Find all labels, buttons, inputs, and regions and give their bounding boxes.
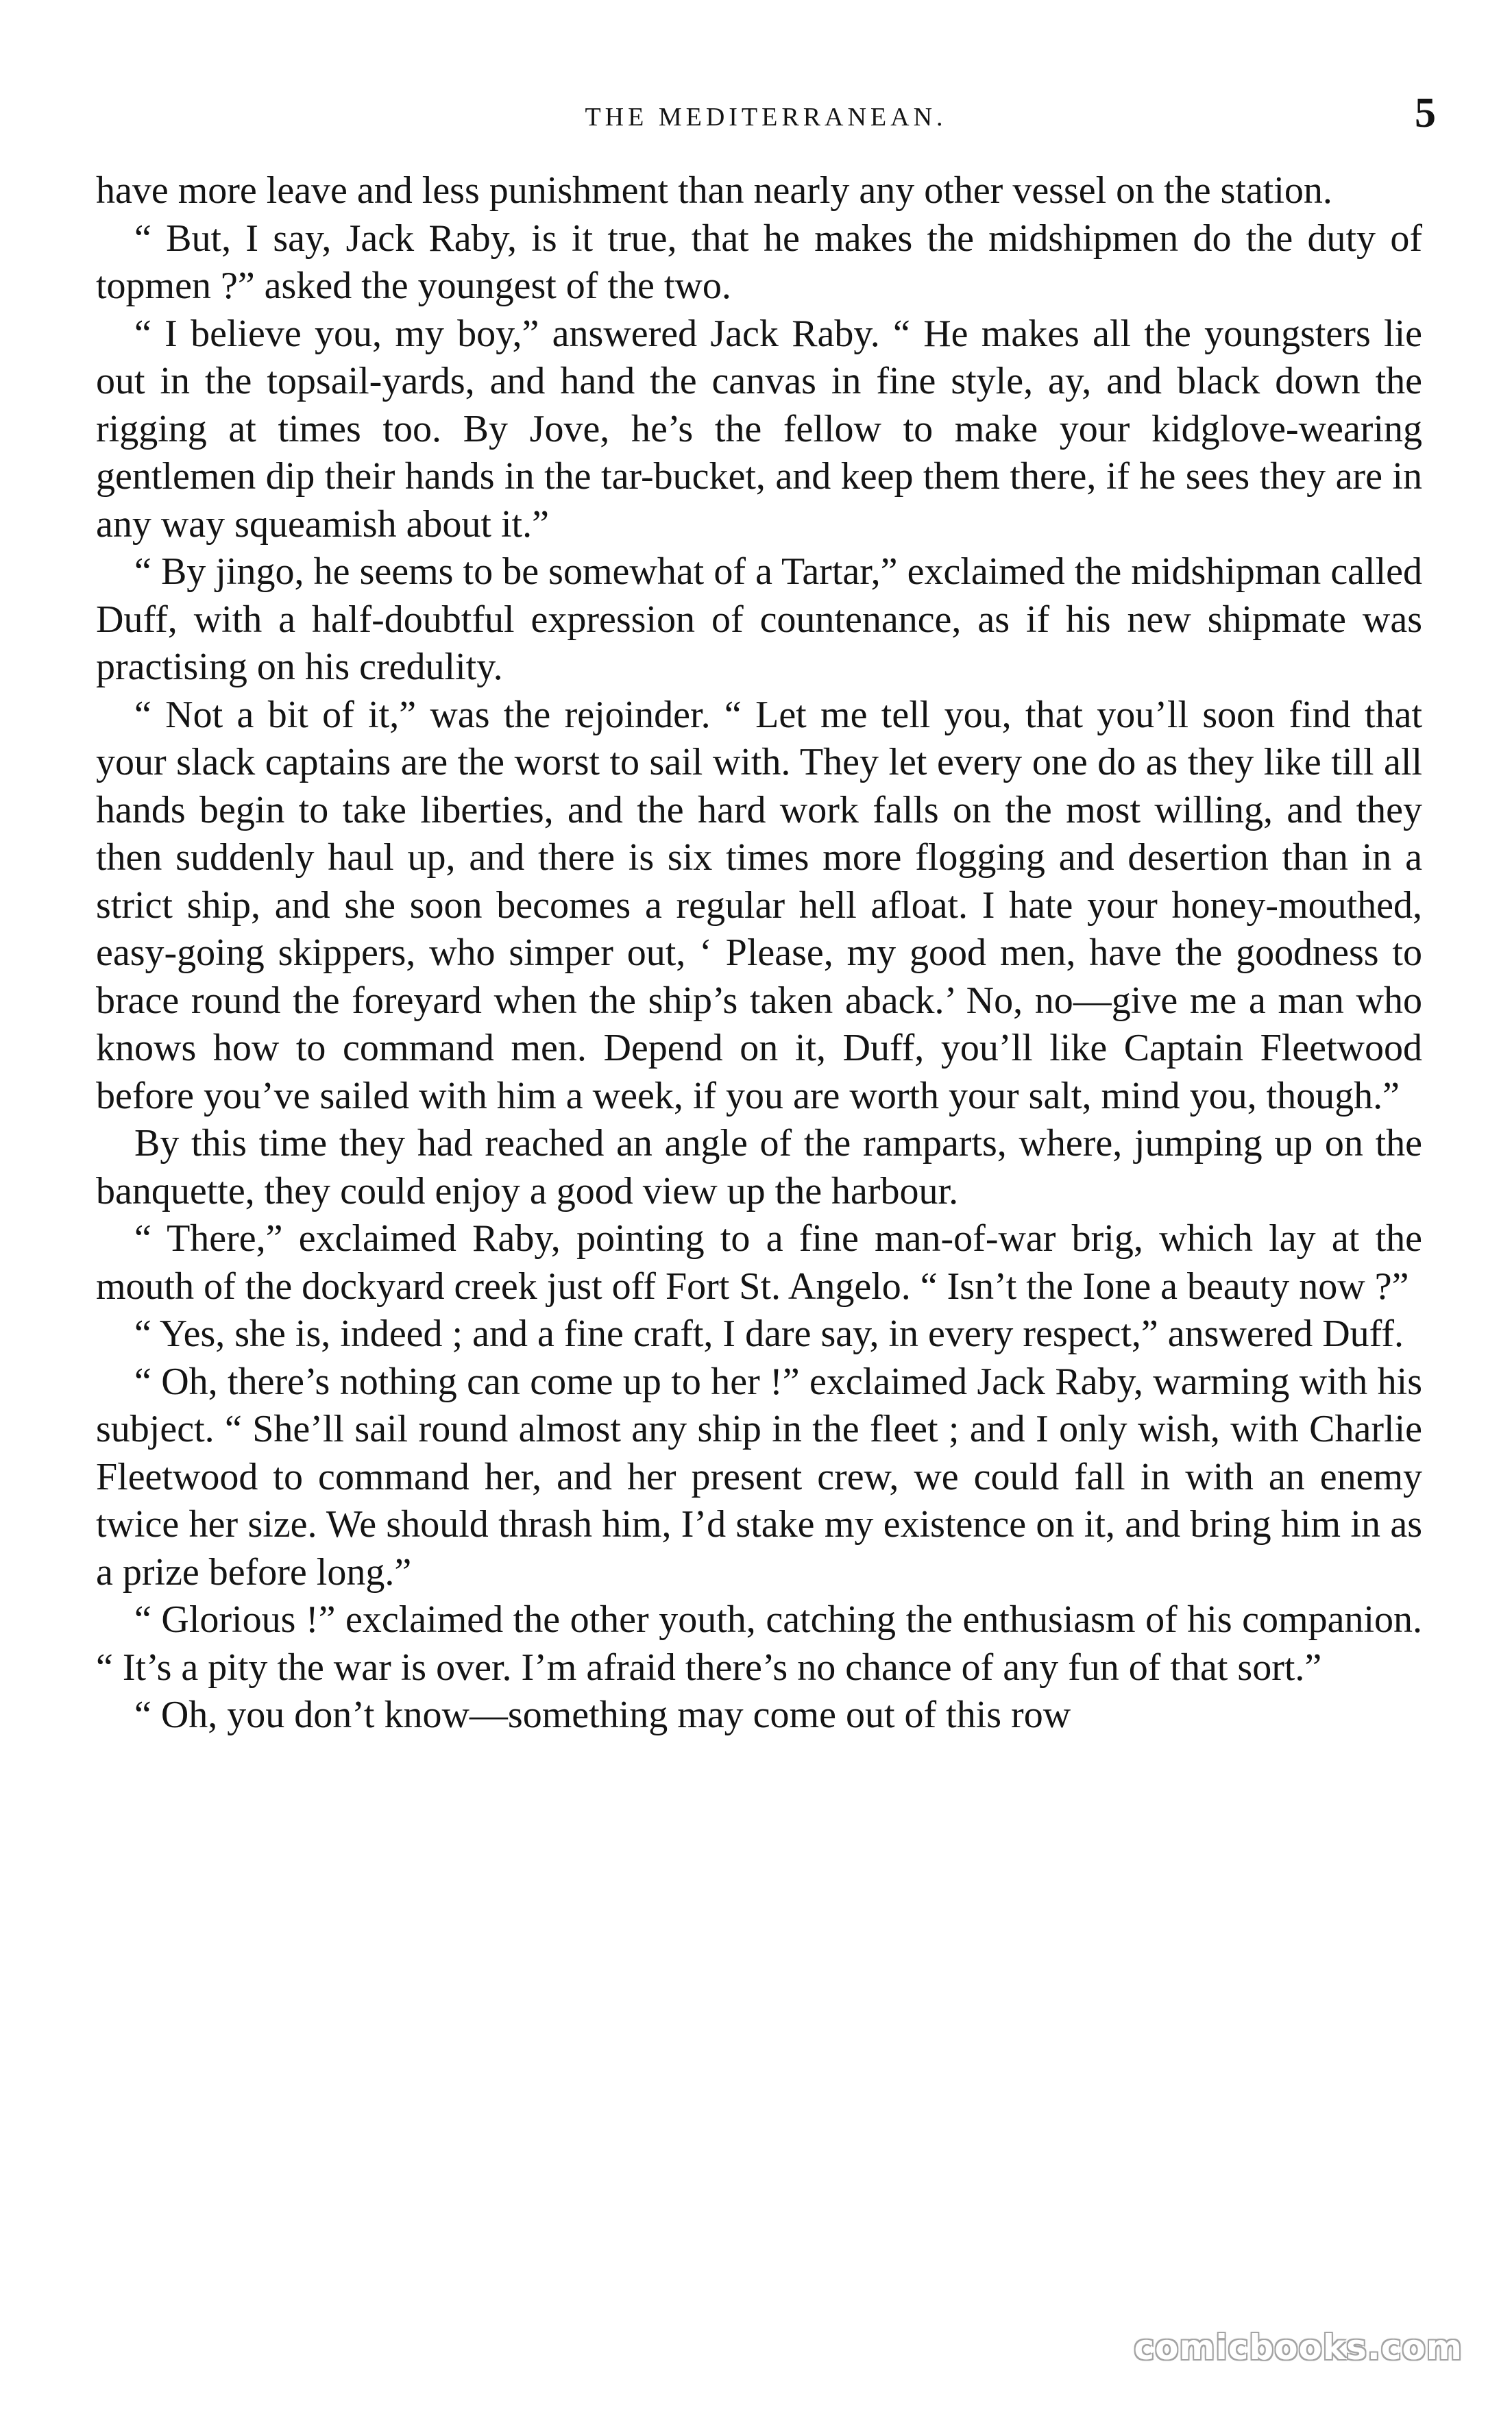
paragraph-5: “ Not a bit of it,” was the rejoinder. “ Let me tell you, that you’ll soon find that your slack captains are the worst to sail with. They let every one do as they like till all hands begin to take liberties, and the hard work falls on the most willing, and they then suddenly haul up, and there is six times more flogging and desertion than in a strict ship, and she soon becomes a regular hell afloat. I hate your honey-mouthed, easy-going skippers, who simper out, ‘ Please, my good men, have the goodness to brace round the foreyard when the ship’s taken aback.’ No, no—give me a man who knows how to command men. Depend on it, Duff, you’ll like Captain Fleetwood before you’ve sailed with him a week, if you are worth your salt, mind you, though.” [96, 693, 1422, 1117]
running-head [96, 90, 1436, 141]
paragraph-1: have more leave and less punishment than nearly any other vessel on the station. [96, 169, 1332, 212]
paragraph-7: “ There,” exclaimed Raby, pointing to a fine man-of-war brig, which lay at the mouth of the dockyard creek just off Fort St. Angelo. “ Isn’t the Ione a beauty now ?” [96, 1217, 1422, 1308]
running-title: THE MEDITERRANEAN. [585, 103, 947, 132]
paragraph-10: “ Glorious !” exclaimed the other youth, catching the enthusiasm of his companion. “ It’s a pity the war is over. I’m afraid there’s no chance of any fun of that sort.” [96, 1598, 1422, 1689]
paragraph-4: “ By jingo, he seems to be somewhat of a Tartar,” exclaimed the midshipman called Duff, with a half-doubtful expression of countenance, as if his new shipmate was practising on his credulity. [96, 550, 1422, 688]
watermark: comicbooks.com [1134, 2328, 1463, 2367]
paragraph-2: “ But, I say, Jack Raby, is it true, that he makes the midshipmen do the duty of topmen ?” asked the youngest of the two. [96, 217, 1422, 307]
paragraph-3: “ I believe you, my boy,” answered Jack Raby. “ He makes all the youngsters lie out in the topsail-yards, and hand the canvas in fine style, ay, and black down the rigging at times too. By Jove, he’s the fellow to make your kidglove-wearing gentlemen dip their hands in the tar-bucket, and keep them there, if he sees they are in any way squeamish about it.” [96, 312, 1422, 546]
paragraph-6: By this time they had reached an angle of the ramparts, where, jumping up on the banquette, they could enjoy a good view up the harbour. [96, 1122, 1422, 1212]
paragraph-11: “ Oh, you don’t know—something may come out of this row [134, 1694, 1071, 1736]
paragraph-8: “ Yes, she is, indeed ; and a fine craft, I dare say, in every respect,” answered Duff. [134, 1313, 1404, 1355]
page-number: 5 [1415, 90, 1436, 136]
paragraph-9: “ Oh, there’s nothing can come up to her !” exclaimed Jack Raby, warming with his subject. “ She’ll sail round almost any ship in the fleet ; and I only wish, with Charlie Fleetwood to command her, and her present crew, we could fall in with an enemy twice her size. We should thrash him, I’d stake my existence on it, and bring him in as a prize before long.” [96, 1360, 1422, 1594]
body-text [96, 167, 1422, 1740]
